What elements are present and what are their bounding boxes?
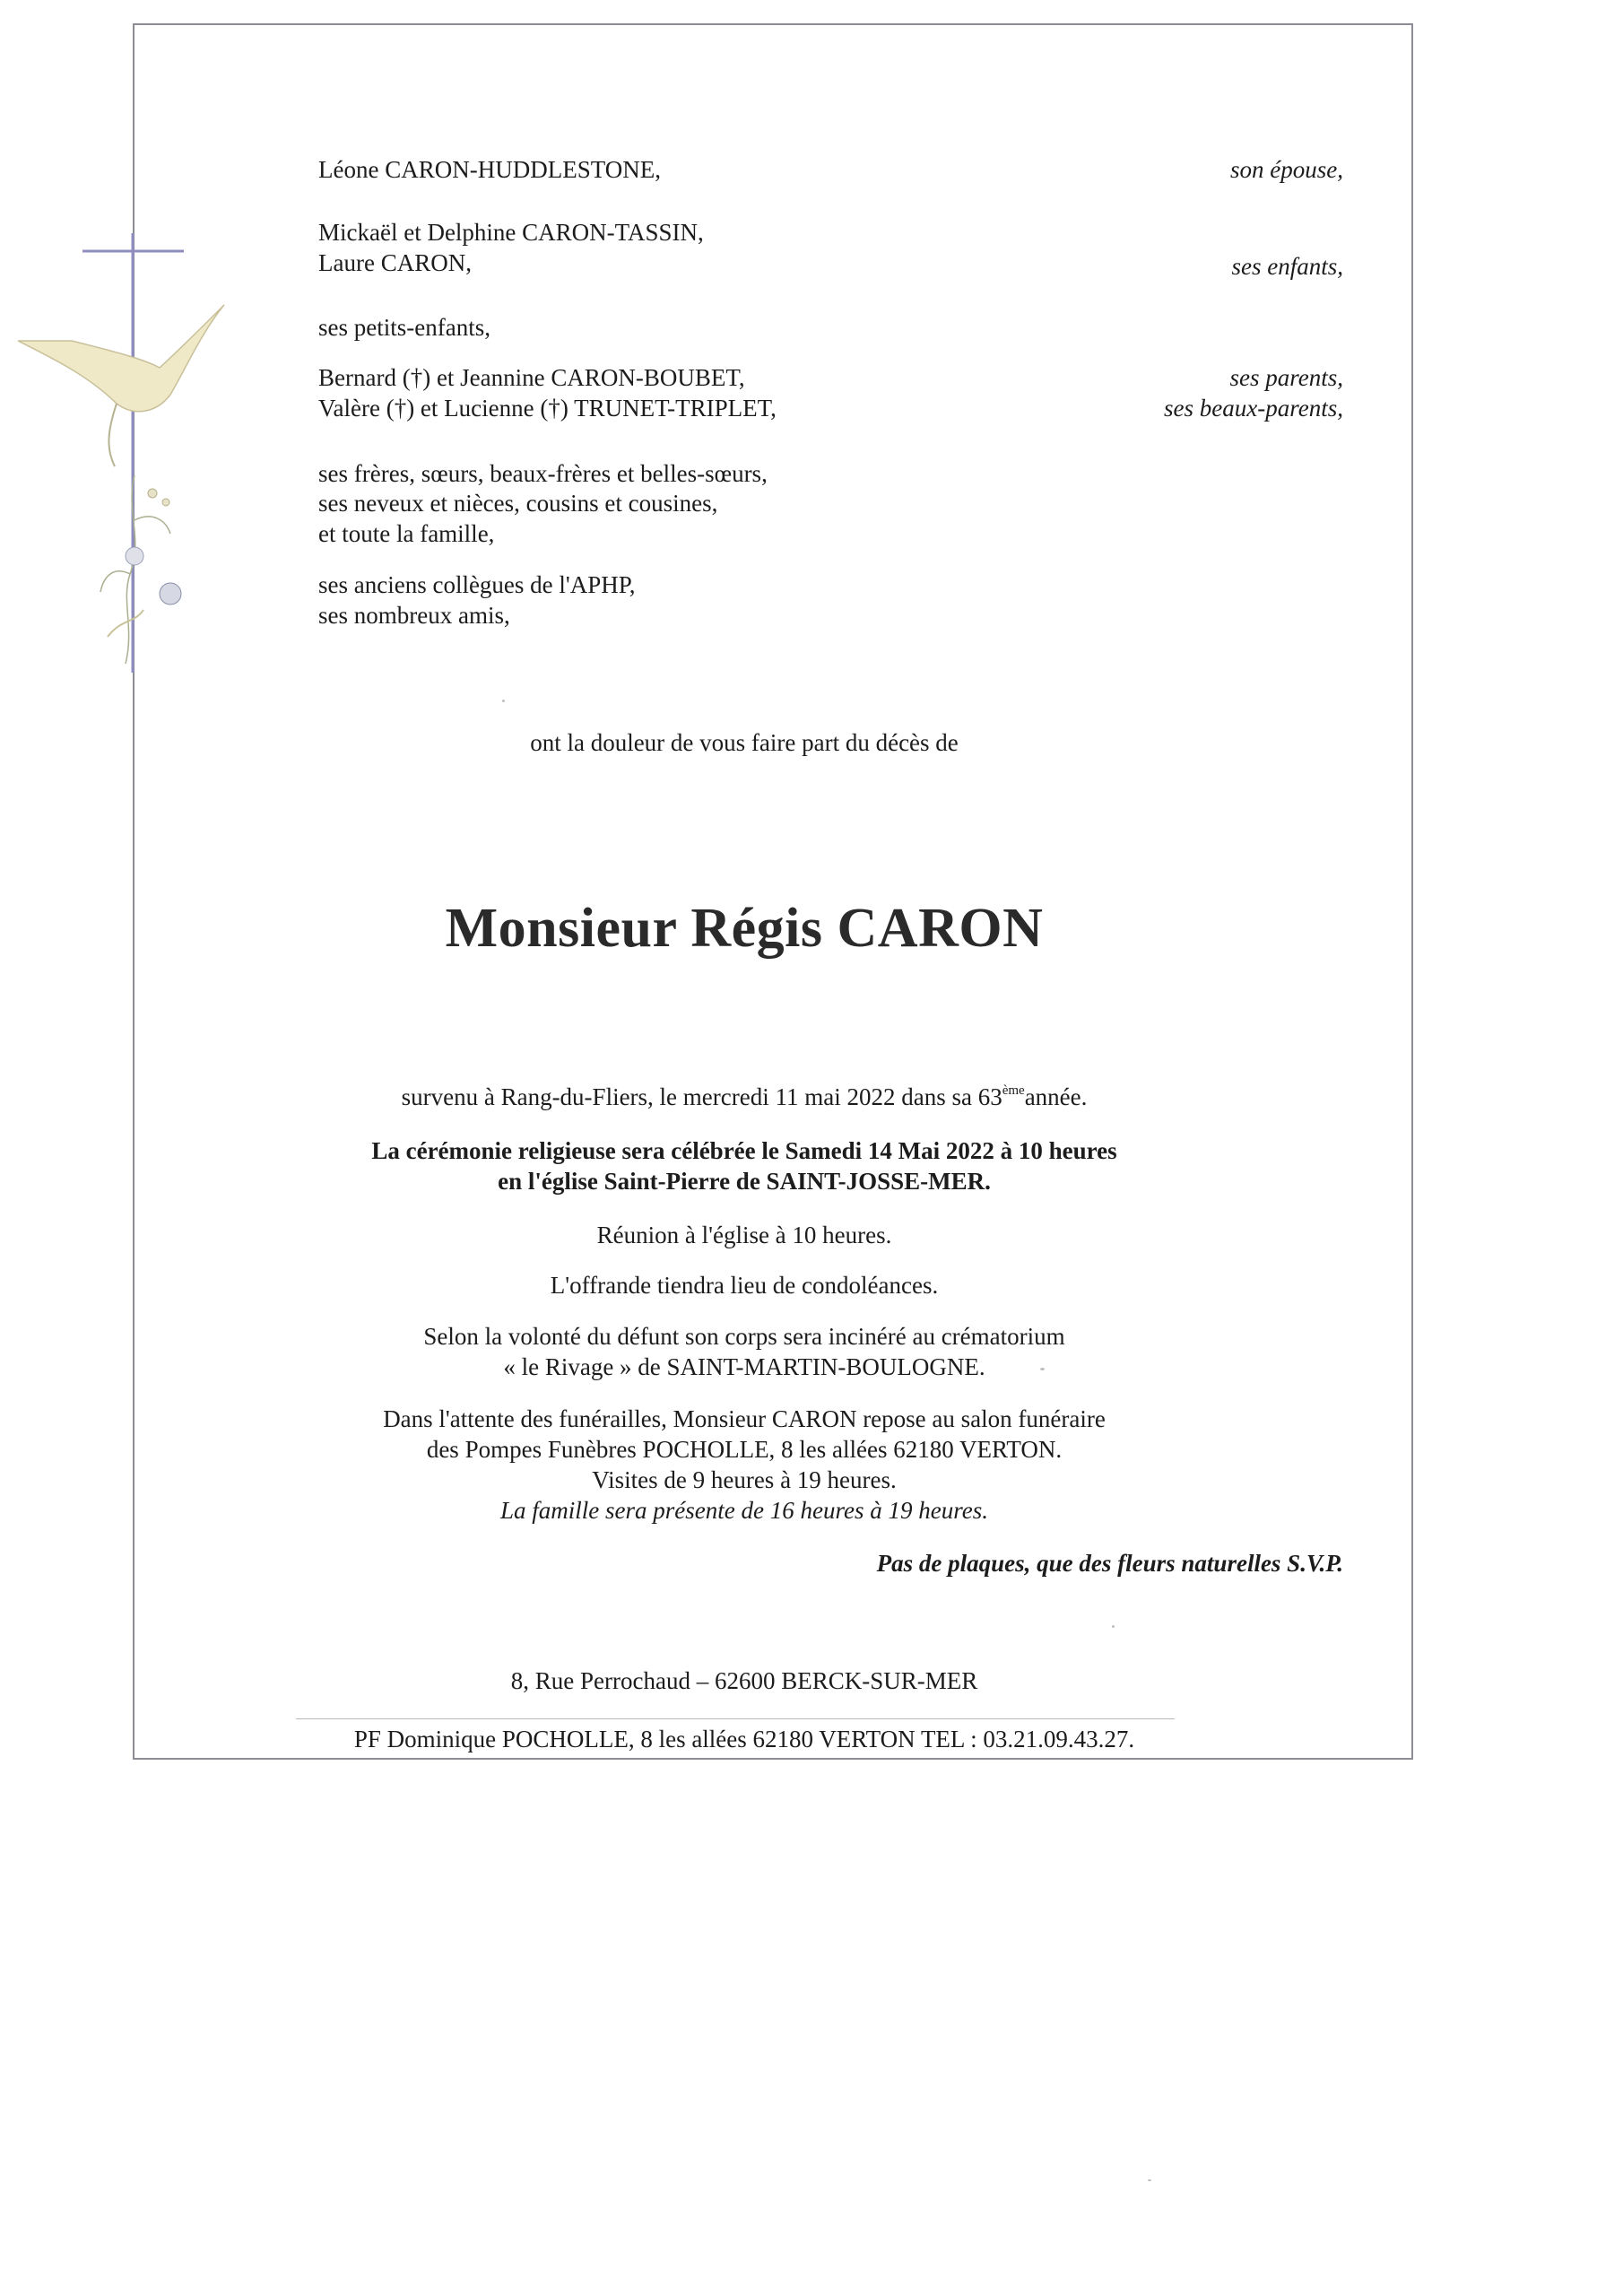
- family-line-3: Laure CARON,: [318, 249, 472, 276]
- family-line-1: Léone CARON-HUDDLESTONE,: [318, 156, 661, 183]
- cremation-line-2: « le Rivage » de SAINT-MARTIN-BOULOGNE.: [503, 1353, 985, 1380]
- scan-speck: [1112, 1625, 1115, 1628]
- cross-dove-icon: [0, 224, 233, 691]
- cremation-line-1: Selon la volonté du défunt son corps sera incinéré au crématorium: [423, 1323, 1065, 1350]
- ceremony-line-2: en l'église Saint-Pierre de SAINT-JOSSE-MER.: [498, 1168, 991, 1195]
- funeral-home-footer: PF Dominique POCHOLLE, 8 les allées 62180 VERTON TEL : 03.21.09.43.27.: [353, 1726, 1135, 1752]
- family-line-4: ses petits-enfants,: [318, 314, 490, 341]
- viewing-line-2: des Pompes Funèbres POCHOLLE, 8 les allées 62180 VERTON.: [426, 1436, 1063, 1463]
- meeting-text: Réunion à l'église à 10 heures.: [596, 1222, 892, 1248]
- death-suffix: année.: [1024, 1083, 1088, 1110]
- viewing-line-1: Dans l'attente des funérailles, Monsieur CARON repose au salon funéraire: [383, 1405, 1106, 1432]
- flowers-note: Pas de plaques, que des fleurs naturelles S.V.P.: [876, 1550, 1343, 1577]
- death-details: [0, 1082, 1488, 1112]
- family-line-9: et toute la famille,: [318, 520, 495, 547]
- family-line-8: ses neveux et nièces, cousins et cousines,: [318, 490, 718, 517]
- footer-divider: [296, 1718, 1175, 1719]
- family-line-11: ses nombreux amis,: [318, 602, 510, 629]
- death-superscript: ème: [1002, 1083, 1025, 1098]
- announcement-text: ont la douleur de vous faire part du décès de: [530, 729, 959, 756]
- relation-label-1: son épouse,: [1230, 156, 1343, 183]
- scan-speck: [1040, 1368, 1045, 1370]
- ceremony-line-1: La cérémonie religieuse sera célébrée le Samedi 14 Mai 2022 à 10 heures: [371, 1137, 1117, 1164]
- death-text: survenu à Rang-du-Fliers, le mercredi 11 mai 2022 dans sa 63: [401, 1083, 1002, 1110]
- relation-label-5: ses parents,: [1229, 364, 1343, 391]
- family-line-5: Bernard (†) et Jeannine CARON-BOUBET,: [318, 364, 745, 391]
- viewing-line-4: La famille sera présente de 16 heures à 19 heures.: [500, 1497, 988, 1524]
- scan-speck: [1148, 2179, 1151, 2181]
- family-line-7: ses frères, sœurs, beaux-frères et belles-sœurs,: [318, 460, 768, 487]
- viewing-line-3: Visites de 9 heures à 19 heures.: [592, 1466, 897, 1493]
- scan-speck: [502, 700, 505, 702]
- relation-label-6: ses beaux-parents,: [1164, 395, 1343, 422]
- family-line-2: Mickaël et Delphine CARON-TASSIN,: [318, 219, 704, 246]
- family-line-10: ses anciens collègues de l'APHP,: [318, 571, 636, 598]
- deceased-name: Monsieur Régis CARON: [445, 898, 1044, 959]
- offering-text: L'offrande tiendra lieu de condoléances.: [550, 1272, 939, 1299]
- family-line-6: Valère (†) et Lucienne (†) TRUNET-TRIPLET,: [318, 395, 777, 422]
- relation-label-3: ses enfants,: [1231, 253, 1343, 280]
- funeral-home-address: 8, Rue Perrochaud – 62600 BERCK-SUR-MER: [510, 1667, 978, 1694]
